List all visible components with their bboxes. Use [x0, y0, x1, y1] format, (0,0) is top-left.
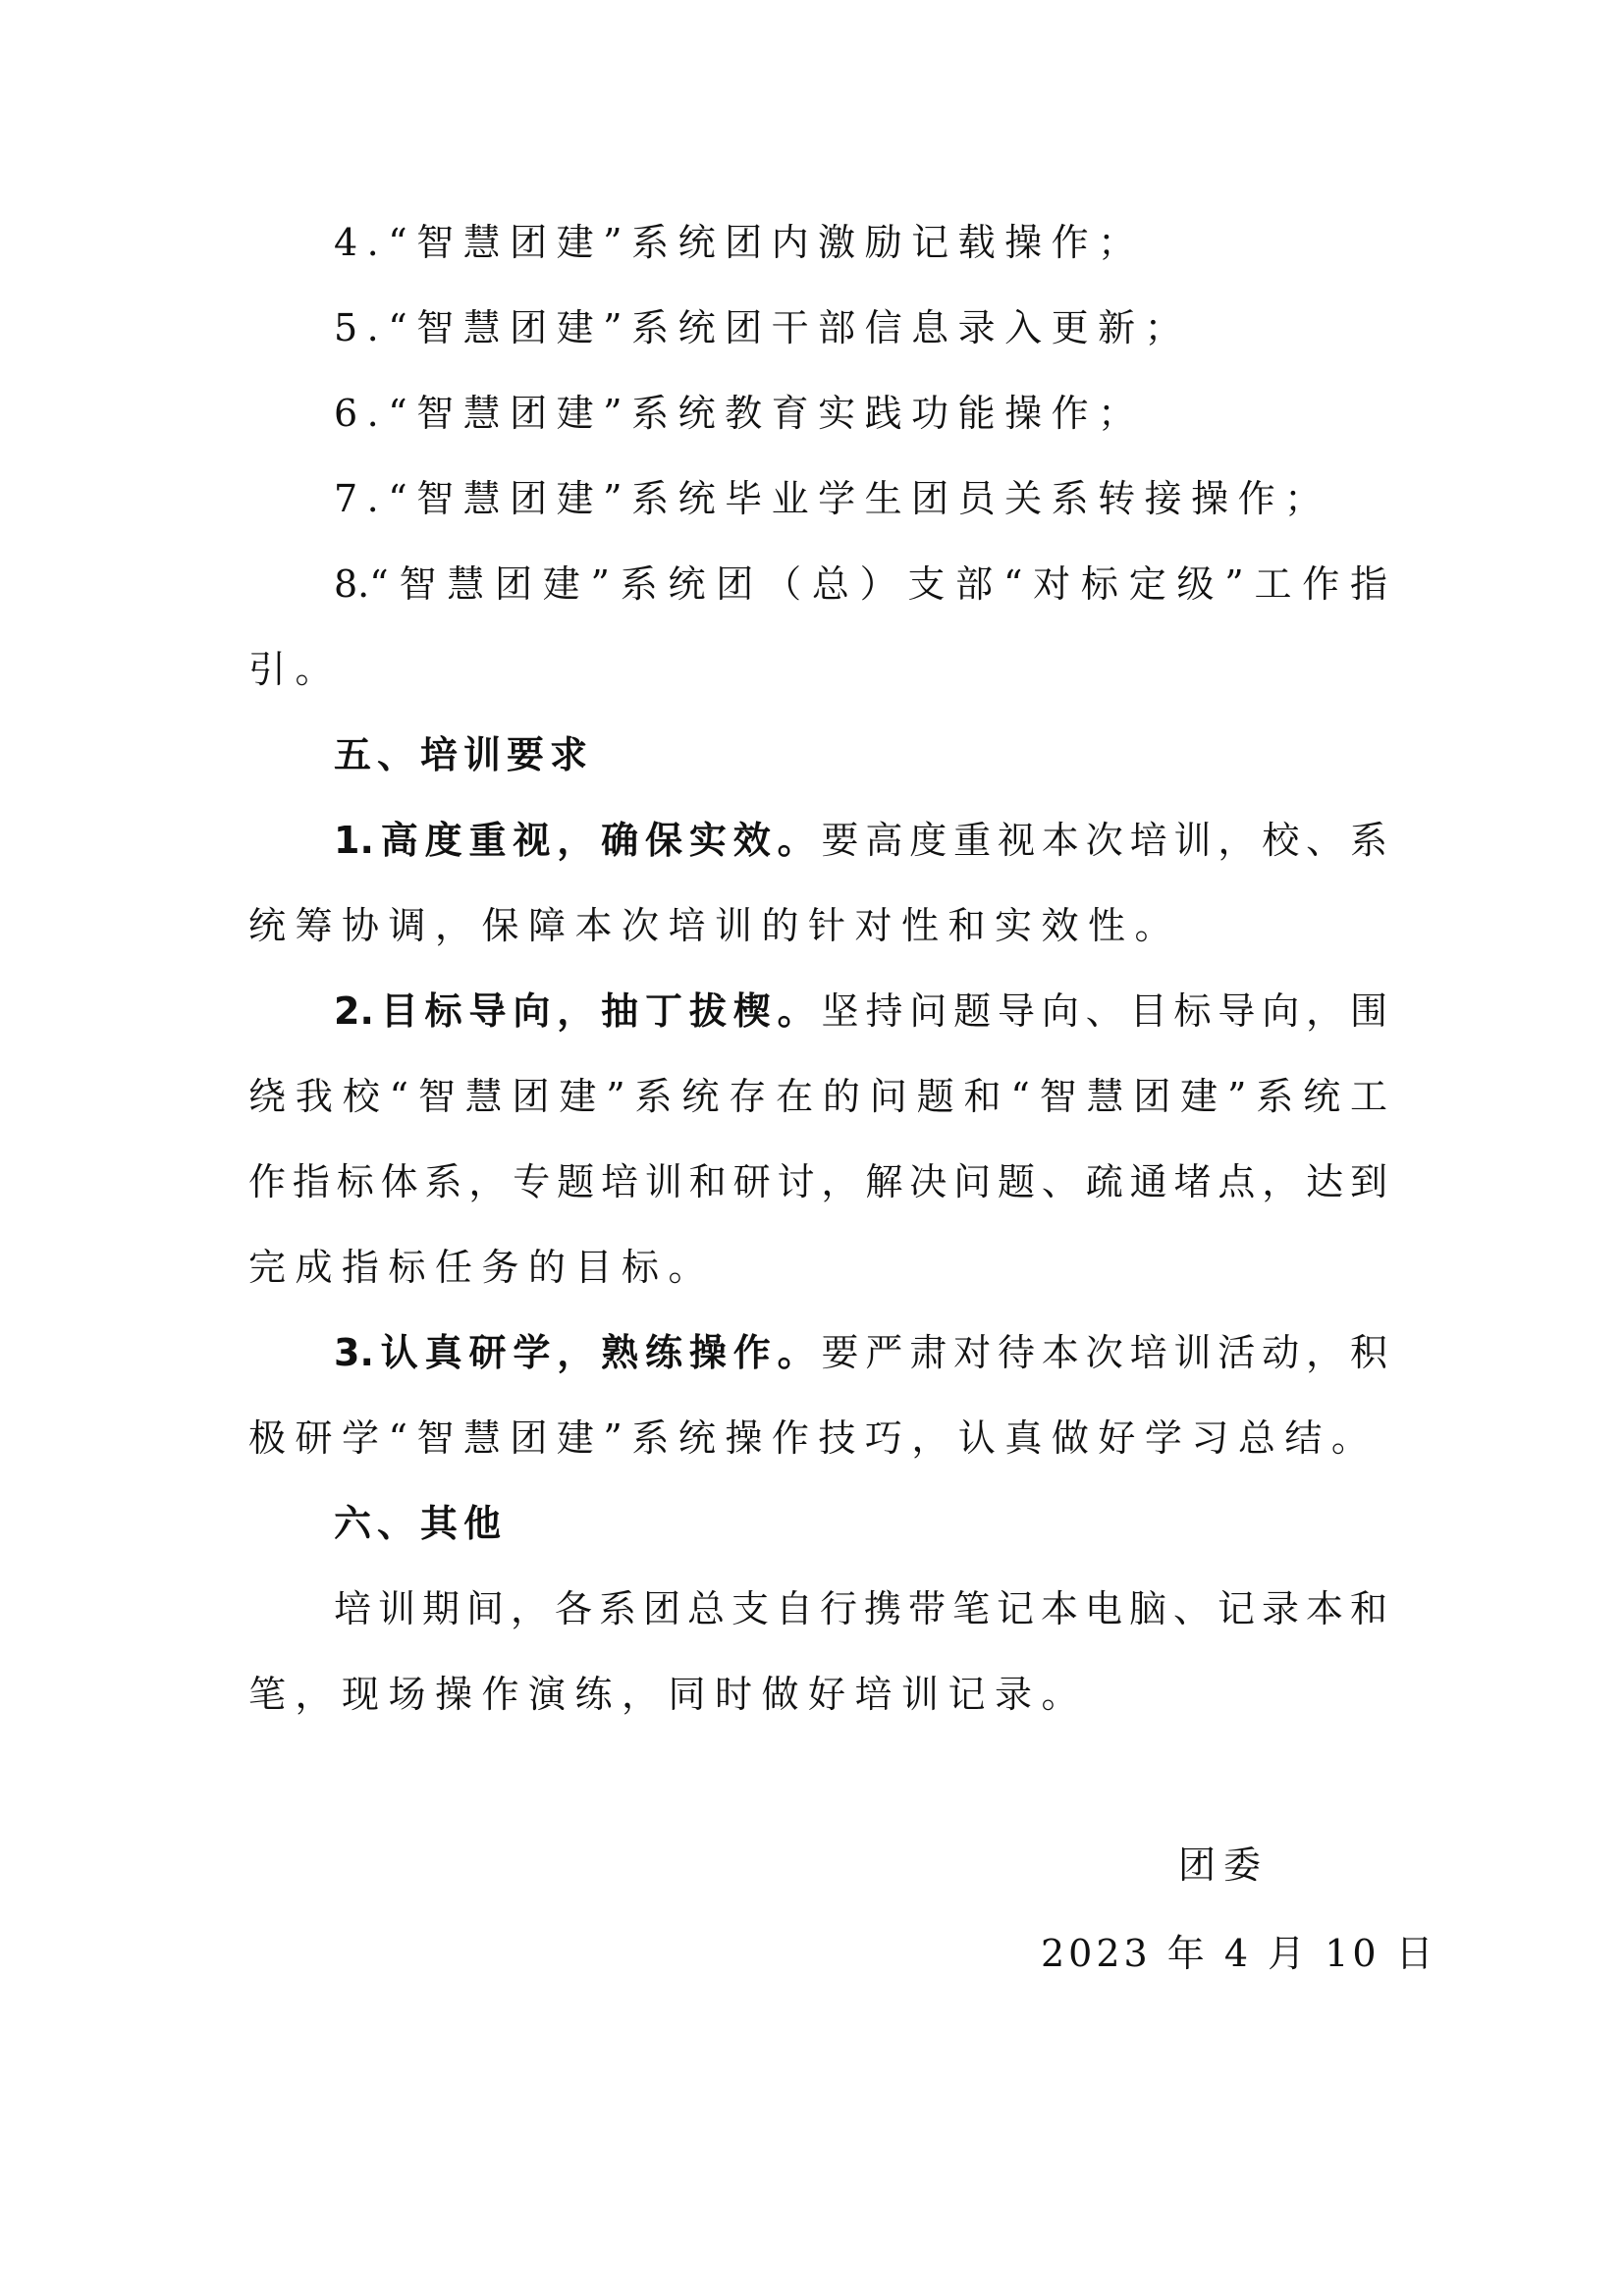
section-heading-other: 六、其他: [334, 1502, 508, 1545]
paragraph-line: 笔，现场操作演练，同时做好培训记录。: [248, 1673, 1089, 1716]
paragraph-lead: 3.认真研学，熟练操作。: [334, 1331, 822, 1374]
paragraph-line: 培训期间，各系团总支自行携带笔记本电脑、记录本和: [334, 1587, 1387, 1630]
signature-date: 2023 年 4 月 10 日: [1041, 1932, 1437, 1975]
paragraph-line: 作指标体系，专题培训和研讨，解决问题、疏通堵点，达到: [248, 1160, 1387, 1203]
list-item: 5.“智慧团建”系统团干部信息录入更新；: [334, 306, 1192, 349]
paragraph-line: 绕我校“智慧团建”系统存在的问题和“智慧团建”系统工: [248, 1075, 1387, 1118]
list-item: 4.“智慧团建”系统团内激励记载操作；: [334, 221, 1145, 264]
paragraph-line: 统筹协调，保障本次培训的针对性和实效性。: [248, 904, 1182, 947]
list-item: 8.“智慧团建”系统团（总）支部“对标定级”工作指: [334, 562, 1387, 606]
signature-organization: 团委: [1178, 1843, 1270, 1887]
list-item: 7.“智慧团建”系统毕业学生团员关系转接操作；: [334, 477, 1331, 520]
paragraph-lead: 2.目标导向，抽丁拔楔。: [334, 989, 822, 1033]
paragraph-line: 完成指标任务的目标。: [248, 1246, 716, 1289]
list-item-continuation: 引。: [248, 648, 343, 691]
paragraph-text: 要严肃对待本次培训活动，积: [821, 1331, 1387, 1374]
list-item: 6.“智慧团建”系统教育实践功能操作；: [334, 392, 1145, 435]
paragraph-line: [334, 1328, 1387, 1377]
paragraph-line: 极研学“智慧团建”系统操作技巧，认真做好学习总结。: [248, 1416, 1379, 1460]
paragraph-text: 坚持问题导向、目标导向，围: [821, 989, 1387, 1033]
paragraph-lead: 1.高度重视，确保实效。: [334, 819, 822, 862]
paragraph-line: [334, 987, 1387, 1036]
paragraph-text: 要高度重视本次培训，校、系: [821, 819, 1387, 862]
paragraph-line: [334, 816, 1387, 865]
section-heading-training-requirements: 五、培训要求: [334, 733, 594, 776]
